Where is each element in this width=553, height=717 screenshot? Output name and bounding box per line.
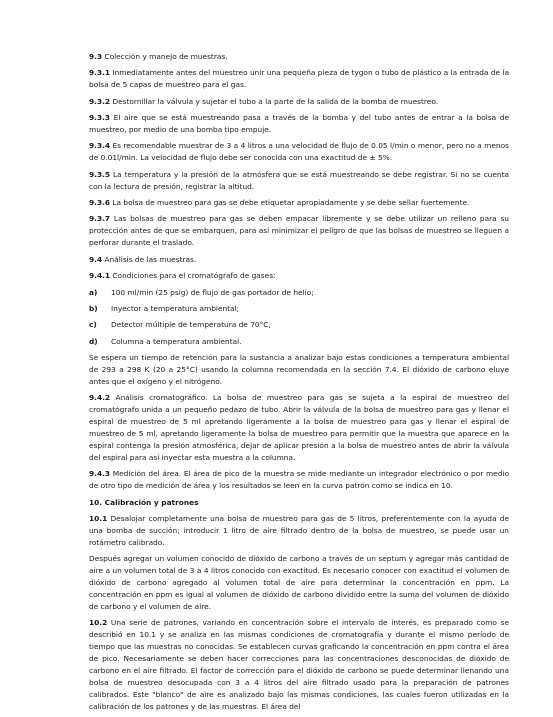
- paragraph: [89, 497, 509, 509]
- paragraph: [89, 352, 509, 388]
- paragraph: [89, 96, 509, 108]
- paragraph-text: Las bolsas de muestreo para gas se deben empacar libremente y se debe utilizar un relleno para su protección antes de que se embarquen, para así minimizar el peligro de que las bolsas de muestreo se lleguen a perforar durante el traslado.: [89, 214, 509, 248]
- paragraph: [89, 213, 509, 249]
- paragraph-text: Inmediatamente antes del muestreo unir una pequeña pieza de tygon o tubo de plástico a la entrada de la bolsa de 5 capas de muestreo para el gas.: [89, 68, 509, 90]
- section-number: 10.1: [89, 514, 108, 523]
- paragraph: [89, 392, 509, 463]
- paragraph: [89, 169, 509, 193]
- section-number: 9.3.6: [89, 198, 111, 208]
- section-number: 9.3.5: [89, 169, 111, 179]
- list-item-label: a): [89, 287, 98, 297]
- paragraph: [89, 468, 509, 492]
- list-item-label: d): [89, 336, 98, 346]
- paragraph: [89, 140, 509, 164]
- section-number: 9.3.2: [89, 96, 111, 106]
- paragraph: [89, 67, 509, 91]
- list-item-text: Inyector a temperatura ambiental;: [111, 303, 240, 313]
- paragraph: [89, 112, 509, 136]
- list-item-label: c): [89, 320, 97, 330]
- section-number: 9.3: [89, 52, 103, 61]
- list-item-label: b): [89, 303, 98, 313]
- section-number: 9.4: [89, 254, 103, 264]
- paragraph-text: Calibración y patrones: [102, 497, 199, 507]
- section-number: 10.: [89, 497, 103, 507]
- list-item: [89, 336, 509, 348]
- paragraph: [89, 513, 509, 549]
- paragraph: [89, 197, 509, 209]
- section-number: 9.3.3: [89, 113, 111, 123]
- paragraph: [89, 51, 509, 63]
- paragraph-text: Condiciones para el cromatógrafo de gases:: [110, 271, 276, 281]
- paragraph-text: Desalojar completamente una bolsa de muestreo para gas de 5 litros, preferentemente con la ayuda de una bomba de succión; introducir 1 litro de aire filtrado dentro de la bolsa de muestreo, se puede usar un rotámetro calibrado.: [89, 514, 509, 547]
- paragraph: [89, 270, 509, 282]
- section-number: 9.3.4: [89, 141, 111, 151]
- paragraph-text: Colección y manejo de muestras.: [102, 52, 228, 61]
- section-number: 9.3.1: [89, 68, 111, 78]
- section-number: 9.4.2: [89, 393, 111, 403]
- paragraph-text: La bolsa de muestreo para gas se debe etiquetar apropiadamente y se debe sellar fuertemente.: [110, 198, 470, 208]
- list-item-text: 100 ml/min (25 psig) de flujo de gas portador de helio;: [111, 287, 314, 297]
- paragraph: [89, 254, 509, 266]
- paragraph-text: Análisis de las muestras.: [102, 254, 197, 264]
- section-number: 9.4.1: [89, 271, 111, 281]
- list-item-text: Columna a temperatura ambiental.: [111, 336, 242, 346]
- list-item: [89, 287, 509, 299]
- document-body: [89, 51, 509, 717]
- list-item: [89, 303, 509, 315]
- paragraph-text: Es recomendable muestrar de 3 a 4 litros a una velocidad de flujo de 0.05 l/min o menor, pero no a menos de 0.01l/min. La velocidad de flujo debe ser conocida con una exactitud de ± 5%.: [89, 141, 509, 163]
- paragraph-text: Se espera un tiempo de retención para la sustancia a analizar bajo estas condiciones a temperatura ambiental de 293 a 298 K (20 a 25°C) usando la columna recomendada en la sección 7.4. El dióxido de carbono eluye antes que el oxígeno y el nitrógeno.: [89, 353, 509, 386]
- paragraph: [89, 553, 509, 613]
- list-item: [89, 319, 509, 331]
- paragraph-text: La temperatura y la presión de la atmósfera que se está muestreando se debe registrar. Si no se cuenta con la lectura de presión, registrar la altitud.: [89, 169, 509, 191]
- paragraph-text: El aire que se está muestreando pasa a través de la bomba y del tubo antes de entrar a la bolsa de muestreo, por medio de una bomba tipo empuje.: [89, 113, 509, 135]
- section-number: 9.4.3: [89, 469, 111, 479]
- paragraph-text: Análisis cromatográfico. La bolsa de muestreo para gas se sujeta a la espiral de muestreo del cromatógrafo unida a un pequeño pedazo de tubo. Abrir la válvula de la bolsa de muestreo para gas y llenar el espiral de muestreo de 5 ml apretando ligeramente a la bolsa de muestreo para gas y llenar el espiral de muestreo de 5 ml, apretando ligeramente la bolsa de muestreo para permitir que la muestra que aparece en la espiral contenga la presión atmosférica, dejar de aplicar presión a la bolsa de muestreo antes de abrir la válvula del espiral para así inyectar esta muestra a la columna.: [89, 393, 509, 462]
- paragraph-text: Destornillar la válvula y sujetar el tubo a la parte de la salida de la bomba de muestreo.: [110, 96, 439, 106]
- paragraph-text: Después agregar un volumen conocido de dióxido de carbono a través de un septum y agregar más cantidad de aire a un volumen total de 3 a 4 litros conocido con exactitud. Es necesario conocer con exactitud el volumen de dióxido de carbono agregado al volumen total de aire para determinar la concentración en ppm. La concentración en ppm es igual al volumen de dióxido de carbono dividido entre la suma del volumen de dióxido de carbono y el volumen de aire.: [89, 554, 509, 611]
- section-number: 9.3.7: [89, 214, 111, 224]
- list-item-text: Detector múltiple de temperatura de 70°C;: [111, 320, 271, 330]
- paragraph-text: Medición del área. El área de pico de la muestra se mide mediante un integrador electrónico o por medio de otro tipo de medición de área y los resultados se leen en la curva patrón como se indica en 10.: [89, 469, 509, 491]
- paragraph-text: Una serie de patrones, variando en concentración sobre el intervalo de interés, es preparado como se describió en 10.1 y se analiza en las mismas condiciones de cromatografía y durante el mismo período de tiempo que las muestras no conocidas. Se establecen curvas graficando la concentración en ppm contra el área de pico. Necesariamente se deben hacer correcciones para las concentraciones desconocidas de dióxido de carbono en el aire filtrado. El factor de corrección para el dióxido de carbono se puede determinar llenando una bolsa de muestreo desocupada con 3 a 4 litros del aire filtrado usado para la preparación de patrones calibrados. Este "blanco" de aire es analizado bajo las mismas condiciones, las cuales fueron utilizadas en la calibración de los patrones y de las muestras. El área del: [89, 618, 509, 711]
- paragraph: [89, 617, 509, 712]
- section-number: 10.2: [89, 618, 108, 628]
